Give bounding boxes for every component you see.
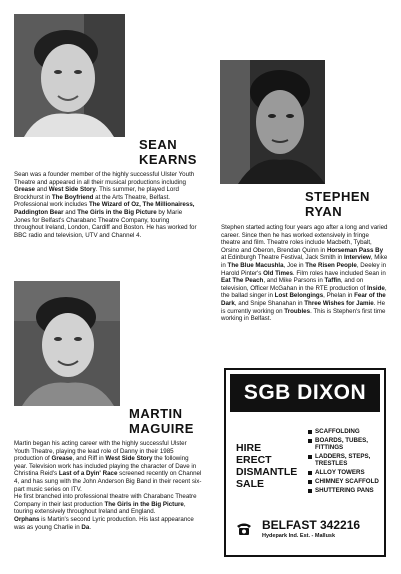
bio-text: . This is Stephen's first time working in Belfast.	[221, 307, 386, 323]
performer-bio-sean	[14, 171, 200, 239]
bio-text: . He is currently working on	[221, 299, 386, 315]
bio-title: Interview	[344, 254, 371, 262]
bio-text: , and Snipe Shanahan in	[234, 299, 305, 307]
ad-product: SHUTTERING PANS	[308, 487, 386, 494]
ad-phone: BELFAST 342216	[262, 518, 361, 532]
bio-title: Taffin	[324, 277, 341, 285]
ad-actions	[236, 442, 306, 490]
bio-text: , Phelan in	[323, 292, 355, 300]
bio-text: . Film roles have included Sean in	[292, 269, 386, 277]
bio-text: at the Arts Theatre, Belfast. Professional work includes	[14, 193, 171, 209]
bio-text: , touring extensively throughout Ireland and England.	[14, 500, 186, 516]
bio-text: , and Riff in	[72, 455, 106, 463]
ad-brand: SGB DIXON	[230, 374, 380, 412]
portrait-image	[220, 60, 325, 184]
photo-stephen-ryan	[220, 60, 325, 184]
ad-product: SCAFFOLDING	[308, 428, 386, 435]
bio-title: The Risen People	[305, 261, 357, 269]
bio-text: , and Mike Parsons in	[263, 277, 325, 285]
bio-text: the following year. Television work has included playing the character of Dave in Christina Reid's	[14, 455, 197, 478]
bio-title: The Wizard of Oz, The Millionairess, Paddington Bear	[14, 201, 195, 216]
ad-product-list	[308, 428, 386, 496]
ad-action: SALE	[236, 478, 265, 490]
bio-text: , Deeley in Harold Pinter's	[221, 261, 387, 277]
ad-product: CHIMNEY SCAFFOLD	[308, 478, 386, 485]
ad-product: LADDERS, STEPS, TRESTLES	[308, 453, 386, 467]
bio-title: The Girls in the Big Picture	[77, 208, 157, 216]
bio-title: Horseman Pass By	[326, 246, 384, 254]
sgb-dixon-advert	[224, 368, 386, 557]
bio-text: and	[63, 208, 78, 216]
bio-title: West Side Story	[48, 186, 96, 194]
bio-title: Eat The Peach	[221, 277, 264, 285]
bio-text: , Mike in	[221, 254, 388, 269]
bio-title: Grease	[14, 186, 35, 194]
ad-action: ERECT	[236, 454, 272, 466]
performer-bio-stephen	[221, 224, 388, 323]
performer-bio-martin	[14, 440, 202, 531]
bio-title: Grease	[51, 455, 73, 463]
ad-action: HIRE	[236, 442, 262, 454]
ad-action: DISMANTLE	[236, 466, 298, 478]
bio-text: , the ballad singer in	[221, 284, 387, 300]
telephone-icon	[236, 522, 252, 536]
portrait-image	[14, 14, 125, 137]
bio-text: , Joe in	[283, 261, 306, 269]
ad-product: ALLOY TOWERS	[308, 469, 386, 476]
bio-title: Fear of the Dark	[221, 292, 386, 307]
bio-text: is Martin's second Lyric production. His last appearance was as young Charlie in	[14, 515, 194, 531]
performer-name-sean: SEAN KEARNS	[139, 137, 197, 167]
bio-title: Troubles	[284, 307, 311, 315]
bio-text: Sean was a founder member of the highly successful Ulster Youth Theatre and appeared in all their musical productions including	[14, 171, 195, 186]
bio-title: West Side Story	[105, 455, 153, 463]
bio-text: Stephen started acting four years ago after a long and varied career. Since then he has worked extensively in fringe theatre and film. Theatre roles include Macbeth, Tybalt, Orsino and Oberon, Brendan Quinn in	[221, 224, 388, 254]
photo-sean-kearns	[14, 14, 125, 137]
bio-title: Da	[81, 523, 90, 531]
portrait-image	[14, 281, 120, 406]
bio-text: .	[89, 523, 92, 531]
bio-text: at Edinburgh Theatre Festival, Jack Smith in	[221, 254, 345, 262]
bio-text: . This summer, he played Lord Brockhurst in	[14, 186, 179, 201]
bio-title: The Boyfriend	[51, 193, 94, 201]
bio-text: and	[35, 186, 49, 194]
bio-title: The Girls in the Big Picture	[104, 500, 184, 508]
bio-text: screened recently on Channel 4, and has sung with the John Anderson Big Band in their recent six-part music series on ITV.	[14, 470, 202, 493]
bio-title: Three Wishes for Jamie	[304, 299, 374, 307]
bio-text: Martin began his acting career with the highly successful Ulster Youth Theatre, playing the lead role of Danny in their 1985 production of	[14, 440, 187, 463]
bio-title: The Blue Macushla	[227, 261, 284, 269]
bio-title: Orphans	[14, 515, 40, 523]
bio-title: Inside	[366, 284, 385, 292]
bio-text: by Marie Jones for Belfast's Charabanc Theatre Company, touring throughout Ireland, London, Cardiff and Boston. He has worked for BBC radio and television, UTV and Channel 4.	[14, 208, 197, 239]
bio-title: Old Times	[263, 269, 293, 277]
bio-text: , and on television, Officer McGahan in the RTE production of	[221, 277, 367, 292]
performer-name-martin: MARTIN MAGUIRE	[129, 406, 194, 436]
photo-martin-maguire	[14, 281, 120, 406]
ad-product: BOARDS, TUBES, FITTINGS	[308, 437, 386, 451]
ad-address: Hydepark Ind. Est. - Mallusk	[262, 533, 336, 539]
bio-text: He first branched into professional theatre with Charabanc Theatre Company in their last production	[14, 493, 197, 508]
bio-title: Last of a Dyin' Race	[58, 470, 118, 478]
bio-title: Lost Belongings	[274, 292, 324, 300]
performer-name-stephen: STEPHEN RYAN	[305, 189, 370, 219]
